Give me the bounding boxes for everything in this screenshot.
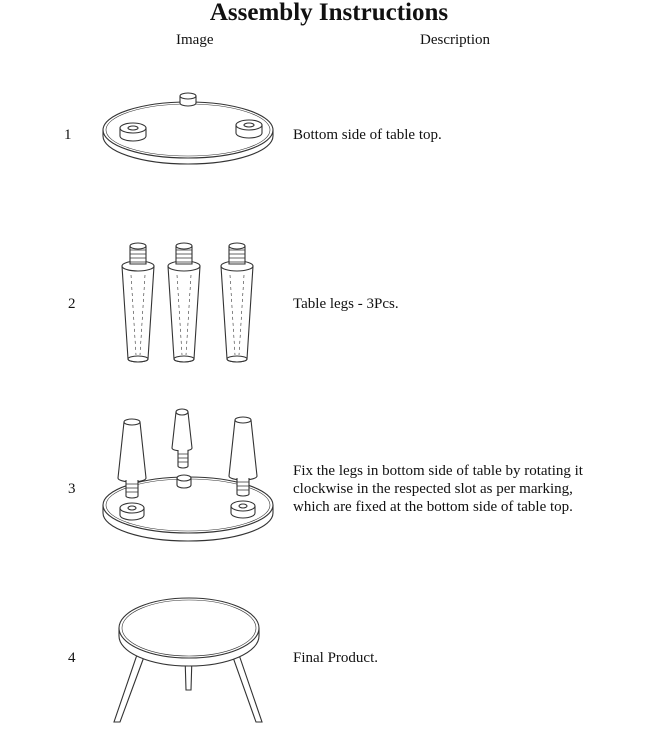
step-4-description: Final Product. [293,650,378,666]
step-2-number: 2 [68,296,76,312]
step-3-number: 3 [68,481,76,497]
description-column-header: Description [420,32,490,48]
step-1-number: 1 [64,127,72,143]
legs-fixing-illustration [103,409,273,541]
table-legs-illustration [122,243,253,362]
image-column-header: Image [176,32,214,48]
final-product-illustration [114,598,262,722]
page-title: Assembly Instructions [209,0,449,26]
table-top-bottom-illustration [103,93,273,164]
step-2-description: Table legs - 3Pcs. [293,296,399,312]
step-1-description: Bottom side of table top. [293,127,442,143]
step-4-number: 4 [68,650,76,666]
step-3-description: Fix the legs in bottom side of table by rotating it clockwise in the respected slot as per marking, which are fixed at the bottom side of table top. [293,463,583,515]
